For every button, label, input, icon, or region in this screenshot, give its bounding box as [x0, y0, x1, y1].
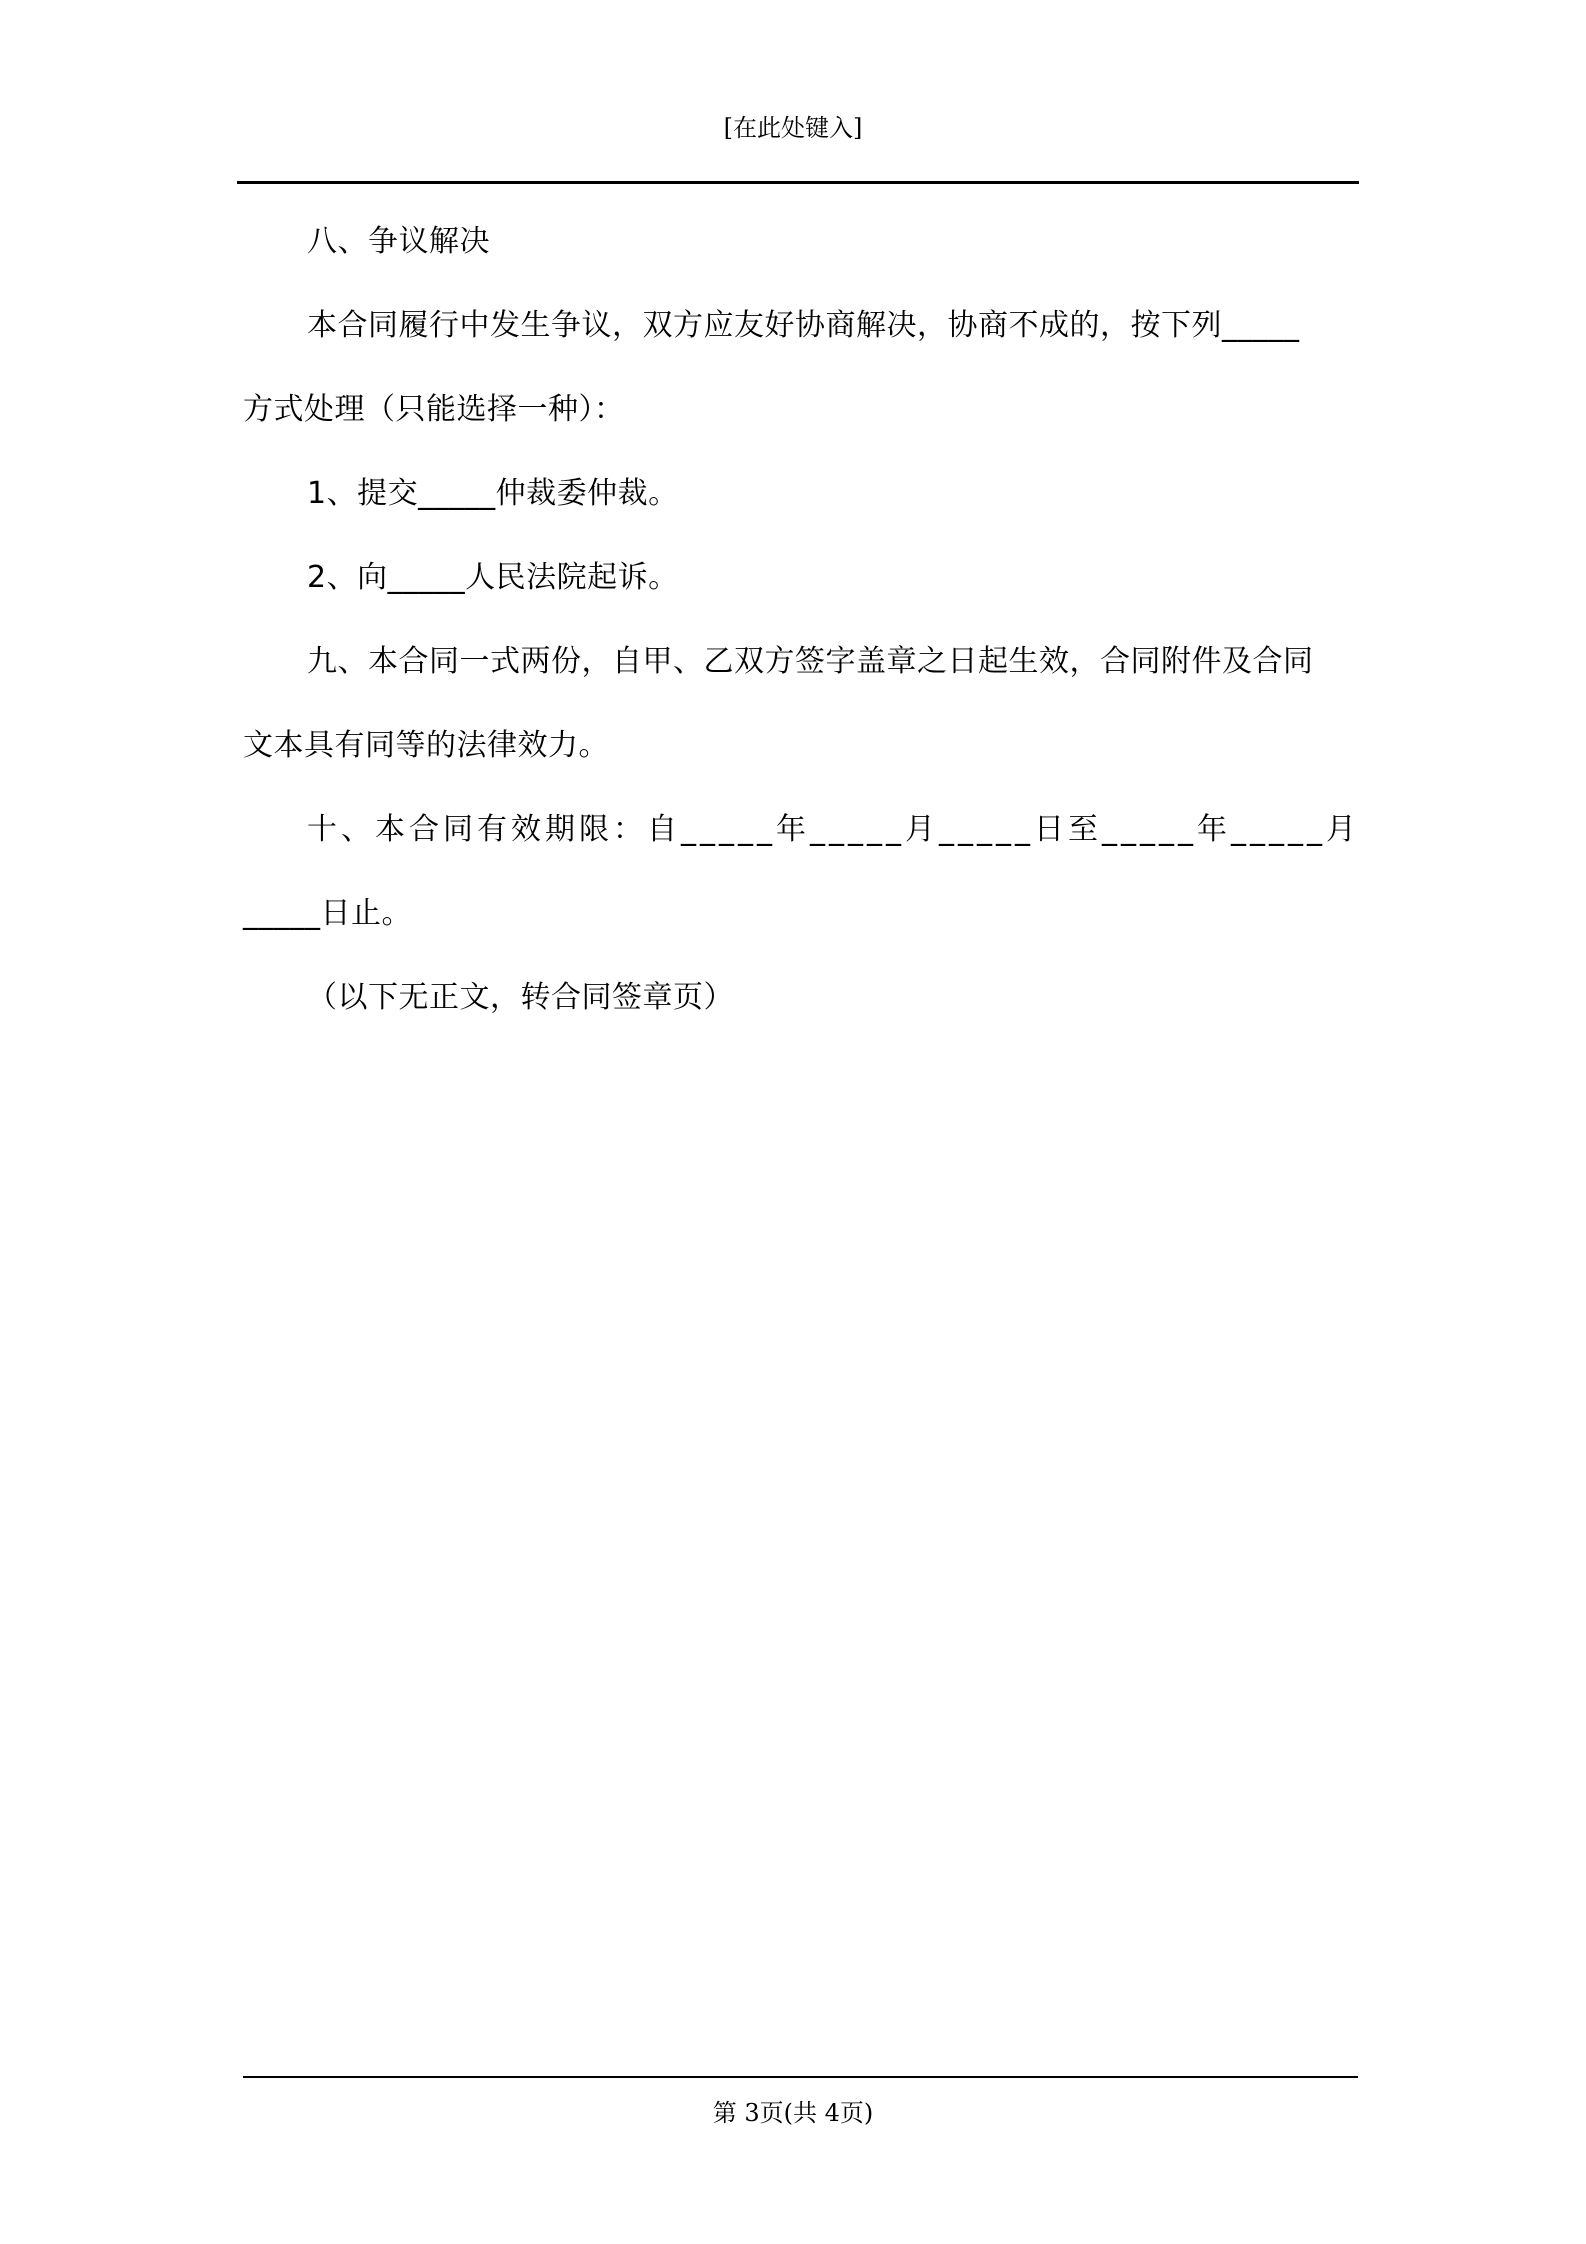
- footer-divider: [243, 2076, 1358, 2078]
- section-10-paragraph-line-1: 十、本合同有效期限：自_____年_____月_____日至_____年_____月: [307, 812, 1360, 847]
- page-number: 第 3页(共 4页): [712, 2099, 874, 2127]
- section-9-paragraph-line-2: 文本具有同等的法律效力。: [243, 728, 609, 763]
- litigation-option: 2、向_____人民法院起诉。: [307, 560, 679, 595]
- arbitration-option: 1、提交_____仲裁委仲裁。: [307, 476, 679, 511]
- closing-note: （以下无正文，转合同签章页）: [307, 980, 734, 1015]
- document-body: [243, 200, 1358, 1040]
- section-10-paragraph-line-2: _____日止。: [243, 896, 412, 931]
- section-8-title: 八、争议解决: [307, 224, 490, 259]
- section-9-paragraph-line-1: 九、本合同一式两份，自甲、乙双方签字盖章之日起生效，合同附件及合同: [307, 644, 1314, 679]
- header-divider: [237, 181, 1359, 184]
- section-8-paragraph-line-1: 本合同履行中发生争议，双方应友好协商解决，协商不成的，按下列_____: [307, 308, 1300, 343]
- page-header: [在此处键入]: [723, 114, 863, 142]
- section-8-paragraph-line-2: 方式处理（只能选择一种）：: [243, 392, 625, 427]
